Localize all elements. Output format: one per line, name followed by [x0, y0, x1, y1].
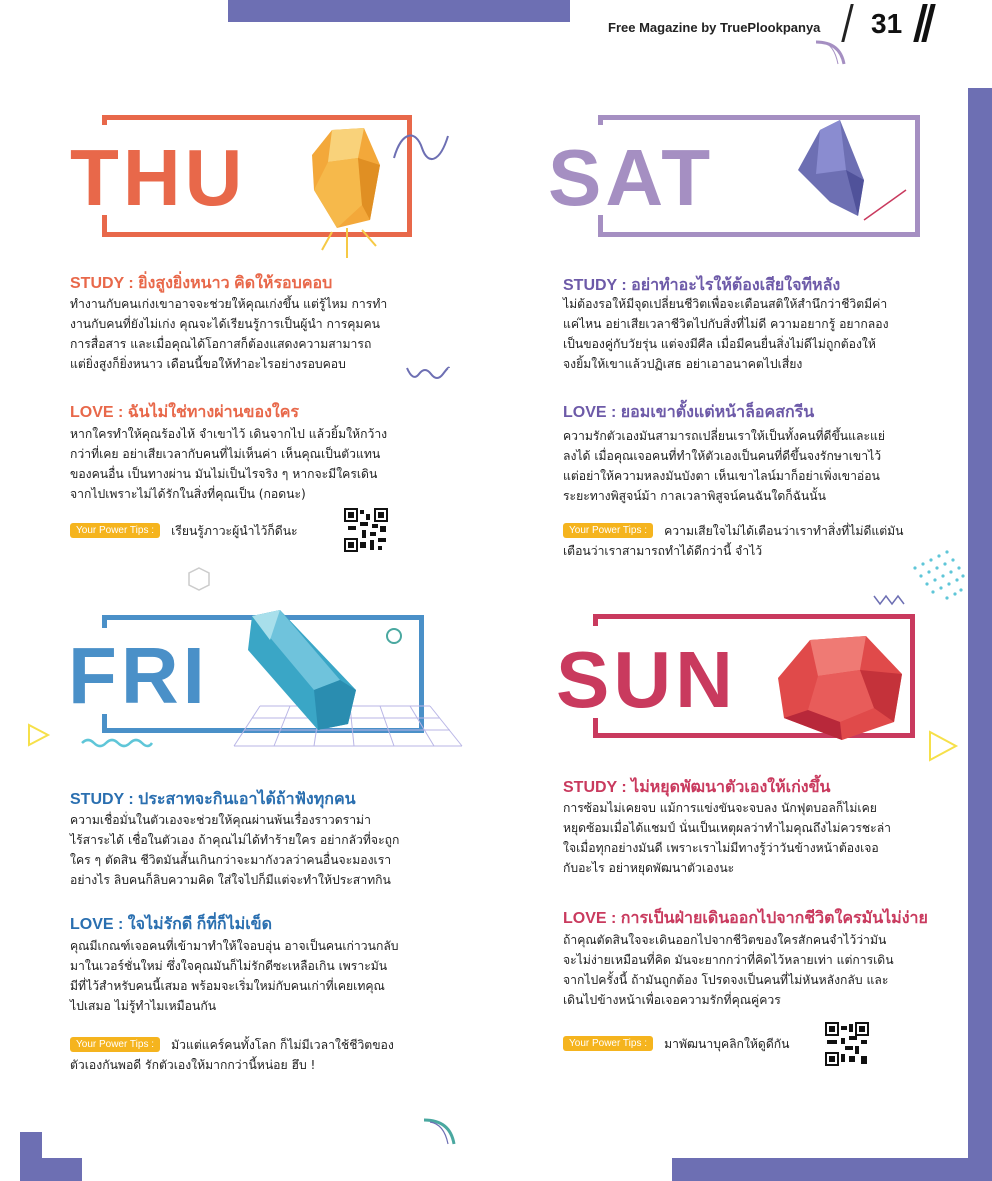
power-tips-badge: Your Power Tips :: [563, 1036, 653, 1051]
blue-crystal-icon: [240, 600, 370, 740]
bottom-accent-bar: [672, 1158, 992, 1181]
circle-icon: [384, 626, 404, 646]
sat-day-label: SAT: [548, 133, 715, 222]
fri-study-heading: STUDY : ประสาทจะกินเอาได้ถ้าฟังทุกคน: [70, 791, 356, 808]
power-tips-badge: Your Power Tips :: [563, 523, 653, 538]
dotted-pattern-icon: [905, 548, 967, 608]
fri-love-heading: LOVE : ใจไม่รักดี ก็ที่ก็ไม่เข็ด: [70, 916, 272, 933]
sun-love-heading: LOVE : การเป็นฝ่ายเดินออกไปจากชีวิตใครมันไม่ง่าย: [563, 910, 928, 927]
sat-power-tip: Your Power Tips : ความเสียใจไม่ได้เตือนว่าเราทำสิ่งที่ไม่ดีแต่มัน เตือนว่าเราสามารถทำได้ดีกว่านี้ จำไว้: [563, 524, 904, 558]
fri-day-label: FRI: [68, 631, 209, 720]
thu-day-label: THU: [70, 133, 247, 222]
sat-study-heading: STUDY : อย่าทำอะไรให้ต้องเสียใจทีหลัง: [563, 277, 841, 294]
top-accent-bar: [228, 0, 570, 22]
fri-love-text: คุณมีเกณฑ์เจอคนที่เข้ามาทำให้ใจอบอุ่น อาจเป็นคนเก่าวนกลับ มาในเวอร์ชั่นใหม่ ซึ่งใจคุณมันก็ไม่รักดีซะเหลือเกิน เพราะมัน มีที่ไว้สำหรับคนนี้เสมอ พร้อมจะเริ่มใหม่กับคนเก่าที่เคยเทคุณ ไปเสมอ ไม่รู้ทำไมเหมือนกัน: [70, 939, 399, 1013]
qr-code-icon[interactable]: [825, 1022, 869, 1066]
power-tips-badge: Your Power Tips :: [70, 1037, 160, 1052]
right-accent-bar: [968, 88, 992, 1181]
fri-power-tip: Your Power Tips : มัวแต่แคร์คนทั้งโลก ก็ไม่มีเวลาใช้ชีวิตของ ตัวเองกันพอดี รักตัวเองให้มากกว่านี้หน่อย ฮึบ !: [70, 1038, 394, 1072]
sat-love-heading: LOVE : ยอมเขาตั้งแต่หน้าล็อคสกรีน: [563, 404, 815, 421]
thu-study-heading: STUDY : ยิ่งสูงยิ่งหนาว คิดให้รอบคอบ: [70, 275, 333, 292]
power-tips-badge: Your Power Tips :: [70, 523, 160, 538]
qr-code-icon[interactable]: [344, 508, 388, 552]
sun-study-heading: STUDY : ไม่หยุดพัฒนาตัวเองให้เก่งขึ้น: [563, 779, 831, 796]
zigzag-icon: [405, 364, 451, 384]
wave-icon: [80, 736, 154, 750]
thu-love-text: หากใครทำให้คุณร้องไห้ จำเขาไว้ เดินจากไป แล้วยิ้มให้กว้าง กว่าที่เคย อย่าเสียเวลากับคนที่ไม่เห็นค่า เห็นคุณเป็นตัวแทน ของคนอื่น เป็นทางผ่าน มันไม่เป็นไรจริง ๆ หากจะมีใครเดิน จากไปเพราะไม่ได้รักในสิ่งที่คุณเป็น (กอดนะ): [70, 427, 388, 501]
sun-day-label: SUN: [556, 635, 737, 724]
red-gem-icon: [770, 630, 910, 746]
sun-love-text: ถ้าคุณตัดสินใจจะเดินออกไปจากชีวิตของใครสักคนจำไว้ว่ามัน จะไม่ง่ายเหมือนที่คิด มันจะยากกว่าที่คิดไว้หลายเท่า แต่การเดิน จากไปครั้งนี้ ถ้ามันถูกต้อง โปรดจงเป็นคนที่ไม่หันหลังกลับ และ เดินไปข้างหน้าเพื่อเจอความรักที่คุณคู่ควร: [563, 933, 894, 1007]
zigzag-icon: [872, 592, 906, 608]
page-number: 31: [871, 8, 903, 39]
sat-study-text: ไม่ต้องรอให้มีจุดเปลี่ยนชีวิตเพื่อจะเตือนสติให้สำนึกว่าชีวิตมีค่า แค่ไหน อย่าเสียเวลาชีวิตไปกับสิ่งที่ไม่ดี ความอยากรู้ อยากลอง เป็นของคู่กับวัยรุ่น แต่จงมีศีล เมื่อมีคนยื่นสิ่งไม่ดีไม่ถูกต้องให้ จงยิ้มให้เขาแล้วปฏิเสธ อย่าเอาอนาคตไปเสี่ยง: [563, 297, 889, 371]
hexagon-icon: [186, 566, 212, 592]
sun-study-text: การซ้อมไม่เคยจบ แม้การแข่งขันจะจบลง นักฟุตบอลก็ไม่เคย หยุดซ้อมเมื่อได้แชมป์ นั่นเป็นเหตุผลว่าทำไมคุณถึงไม่ควรชะล่า ใจเมื่อทุกอย่างมันดี เพราะเราไม่มีทางรู้ว่าวันข้างหน้าต้องเจอ กับอะไร อย่าหยุดพัฒนาตัวเองนะ: [563, 801, 892, 875]
fri-study-text: ความเชื่อมั่นในตัวเองจะช่วยให้คุณผ่านพ้นเรื่องราวดราม่า ไร้สาระได้ เชื่อในตัวเอง ถ้าคุณไม่ได้ทำร้ายใคร อย่ากลัวที่จะถูก ใคร ๆ ตัดสิน ชีวิตมันสั้นเกินกว่าจะมากังวลว่าคนอื่นจะมองเรา อย่างไร ลิบคนก็ลิบความคิด ใส่ใจไปก็มีแต่จะทำให้ประสาทกิน: [70, 813, 400, 887]
squiggle-icon: [392, 128, 452, 168]
thu-love-heading: LOVE : ฉันไม่ใช่ทางผ่านของใคร: [70, 404, 299, 421]
magazine-title: Free Magazine by TruePlookpanya: [608, 20, 821, 35]
arc-decoration-icon: [420, 1114, 460, 1150]
triangle-icon: [26, 722, 52, 748]
thu-power-tip: Your Power Tips : เรียนรู้ภาวะผู้นำไว้ก็ดีนะ: [70, 520, 350, 541]
sun-power-tip: Your Power Tips : มาพัฒนาบุคลิกให้ดูดีกัน: [563, 1033, 823, 1054]
triangle-icon: [926, 728, 960, 764]
purple-crystal-icon: [790, 110, 910, 250]
thu-study-text: ทำงานกับคนเก่งเขาอาจจะช่วยให้คุณเก่งขึ้น แต่รู้ไหม การทำ งานกับคนที่ยังไม่เก่ง คุณจะได้เรียนรู้การเป็นผู้นำ การคุมคน การสื่อสาร และเมื่อคุณได้โอกาสก็ต้องแสดงความสามารถ แต่ยิ่งสูงก็ยิ่งหนาว เดือนนี้ขอให้ทำอะไรอย่างรอบคอบ: [70, 297, 388, 371]
sat-love-text: ความรักตัวเองมันสามารถเปลี่ยนเราให้เป็นทั้งคนที่ดีขึ้นและแย่ ลงได้ เมื่อคุณเจอคนที่ทำให้ตัวเองเป็นคนที่ดีขึ้นจงรักษาเขาไว้ แต่อย่าให้ความหลงมันบังตา เห็นเขาไลน์มาก็อย่าเพิ่งเขาอ่อน ระยะทางพิสูจน์ม้า กาลเวลาพิสูจน์คนฉันใดก็ฉันนั้น: [563, 429, 886, 503]
corner-accent-horizontal: [20, 1158, 82, 1181]
yellow-crystal-icon: [292, 110, 402, 260]
